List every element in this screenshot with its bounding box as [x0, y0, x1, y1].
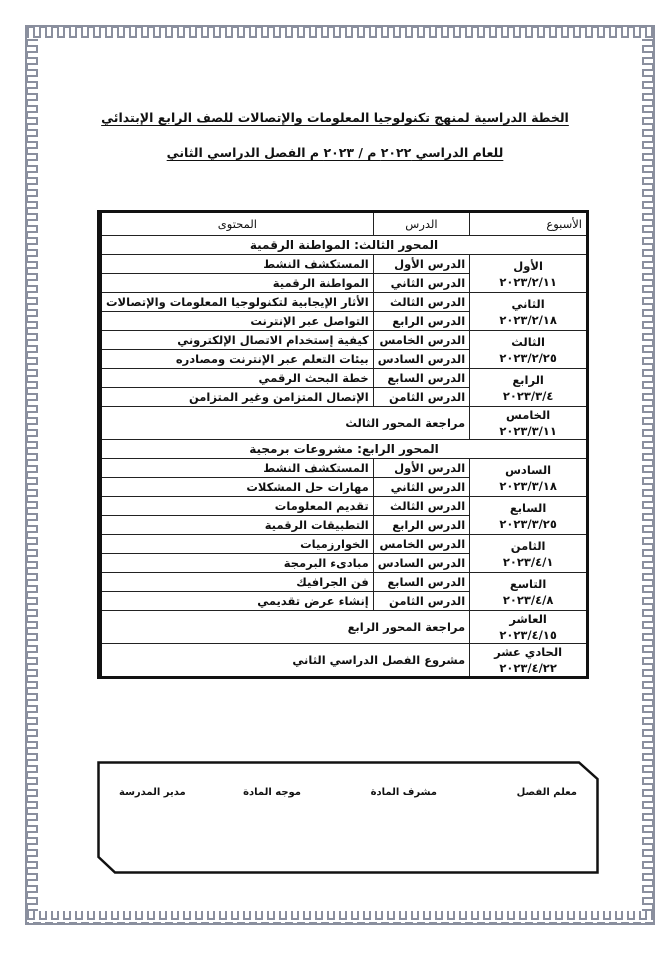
- week-cell: [470, 644, 588, 678]
- week-cell: [470, 535, 588, 573]
- content-cell: فن الجرافيك: [100, 573, 374, 592]
- content-cell: المواطنة الرقمية: [100, 274, 374, 293]
- week-cell: [470, 369, 588, 407]
- week-cell: [470, 255, 588, 293]
- lesson-cell: الدرس الخامس: [373, 535, 469, 554]
- project-cell: مشروع الفصل الدراسي الثاني: [100, 644, 470, 678]
- week-date: ٢٠٢٣/٤/١: [502, 554, 554, 569]
- content-cell: المستكشف النشط: [100, 459, 374, 478]
- week-name: السابع: [509, 500, 547, 515]
- column-header-week: الأسبوع: [470, 212, 588, 236]
- week-date: ٢٠٢٣/٢/١٨: [499, 312, 557, 327]
- week-date: ٢٠٢٣/٣/١٨: [499, 478, 557, 493]
- week-date: ٢٠٢٣/٤/٨: [502, 592, 554, 607]
- lesson-cell: الدرس الرابع: [373, 516, 469, 535]
- lesson-cell: الدرس السادس: [373, 350, 469, 369]
- week-cell: [470, 611, 588, 644]
- table-row: [100, 407, 588, 440]
- lesson-cell: الدرس الثامن: [373, 388, 469, 407]
- axis-row: [100, 440, 588, 459]
- content-cell: كيفية إستخدام الاتصال الإلكتروني: [100, 331, 374, 350]
- lesson-cell: الدرس الثاني: [373, 478, 469, 497]
- content-cell: المستكشف النشط: [100, 255, 374, 274]
- week-name: الثاني: [511, 296, 545, 311]
- week-cell: [470, 573, 588, 611]
- content-cell: التطبيقات الرقمية: [100, 516, 374, 535]
- week-name: الخامس: [505, 408, 551, 422]
- content-cell: الأثار الإيجابية لتكنولوجيا المعلومات والإتصالات: [100, 293, 374, 312]
- subject-supervisor-label: مشرف المادة: [370, 787, 437, 798]
- week-date: ٢٠٢٣/٣/١١: [499, 424, 557, 438]
- lesson-cell: الدرس الخامس: [373, 331, 469, 350]
- axis-four-heading: المحور الرابع: مشروعات برمجية: [100, 440, 588, 459]
- lesson-cell: الدرس السابع: [373, 369, 469, 388]
- content-cell: تقديم المعلومات: [100, 497, 374, 516]
- lesson-cell: الدرس الرابع: [373, 312, 469, 331]
- school-principal-label: مدير المدرسة: [119, 787, 186, 798]
- content-cell: مبادىء البرمجة: [100, 554, 374, 573]
- week-date: ٢٠٢٣/٤/١٥: [499, 628, 557, 642]
- table-row: [100, 535, 588, 554]
- table-row: [100, 459, 588, 478]
- subject-mentor-label: موجه المادة: [243, 787, 301, 798]
- axis-three-heading: المحور الثالث: المواطنة الرقمية: [100, 236, 588, 255]
- week-name: الثالث: [511, 334, 545, 349]
- review-cell: مراجعة المحور الرابع: [100, 611, 470, 644]
- week-date: ٢٠٢٣/٣/٤: [502, 388, 554, 403]
- table-row: [100, 331, 588, 350]
- week-name: السادس: [505, 462, 552, 477]
- table-row: [100, 255, 588, 274]
- week-name: الأول: [513, 258, 543, 273]
- table-row: [100, 369, 588, 388]
- week-cell: [470, 459, 588, 497]
- week-cell: [470, 293, 588, 331]
- signature-frame-icon: [97, 761, 599, 874]
- axis-row: [100, 236, 588, 255]
- table-row: [100, 573, 588, 592]
- week-date: ٢٠٢٣/٣/٢٥: [499, 516, 557, 531]
- week-date: ٢٠٢٣/٢/٢٥: [499, 350, 557, 365]
- content-cell: الخوارزميات: [100, 535, 374, 554]
- lesson-cell: الدرس السابع: [373, 573, 469, 592]
- table-row: [100, 497, 588, 516]
- class-teacher-label: معلم الفصل: [516, 787, 577, 798]
- column-header-lesson: الدرس: [373, 212, 469, 236]
- week-name: الحادي عشر: [494, 645, 563, 659]
- content-cell: الإتصال المتزامن وغير المتزامن: [100, 388, 374, 407]
- lesson-cell: الدرس الأول: [373, 459, 469, 478]
- week-name: الرابع: [512, 372, 544, 387]
- week-cell: [470, 497, 588, 535]
- table-header-row: [100, 212, 588, 236]
- document-title: الخطة الدراسية لمنهج تكنولوجيا المعلومات والإتصالات للصف الرابع الإبتدائي: [101, 110, 569, 125]
- signature-box: [97, 761, 599, 874]
- study-plan-table: [97, 210, 589, 679]
- content-cell: التواصل عبر الإنترنت: [100, 312, 374, 331]
- content-cell: إنشاء عرض تقديمي: [100, 592, 374, 611]
- lesson-cell: الدرس الثالث: [373, 497, 469, 516]
- week-cell: [470, 331, 588, 369]
- table-row: [100, 611, 588, 644]
- content-cell: بيئات التعلم عبر الإنترنت ومصادره: [100, 350, 374, 369]
- content-cell: خطة البحث الرقمي: [100, 369, 374, 388]
- review-cell: مراجعة المحور الثالث: [100, 407, 470, 440]
- content-cell: مهارات حل المشكلات: [100, 478, 374, 497]
- week-name: العاشر: [509, 612, 547, 626]
- week-date: ٢٠٢٣/٤/٢٢: [499, 661, 557, 675]
- table-row: [100, 644, 588, 678]
- lesson-cell: الدرس الثالث: [373, 293, 469, 312]
- week-name: التاسع: [509, 576, 547, 591]
- lesson-cell: الدرس الثاني: [373, 274, 469, 293]
- week-name: الثامن: [510, 538, 546, 553]
- lesson-cell: الدرس السادس: [373, 554, 469, 573]
- week-date: ٢٠٢٣/٢/١١: [499, 274, 557, 289]
- column-header-content: المحتوى: [100, 212, 374, 236]
- lesson-cell: الدرس الأول: [373, 255, 469, 274]
- document-subtitle: للعام الدراسي ٢٠٢٢ م / ٢٠٢٣ م الفصل الدراسي الثاني: [166, 145, 504, 160]
- lesson-cell: الدرس الثامن: [373, 592, 469, 611]
- week-cell: [470, 407, 588, 440]
- table-row: [100, 293, 588, 312]
